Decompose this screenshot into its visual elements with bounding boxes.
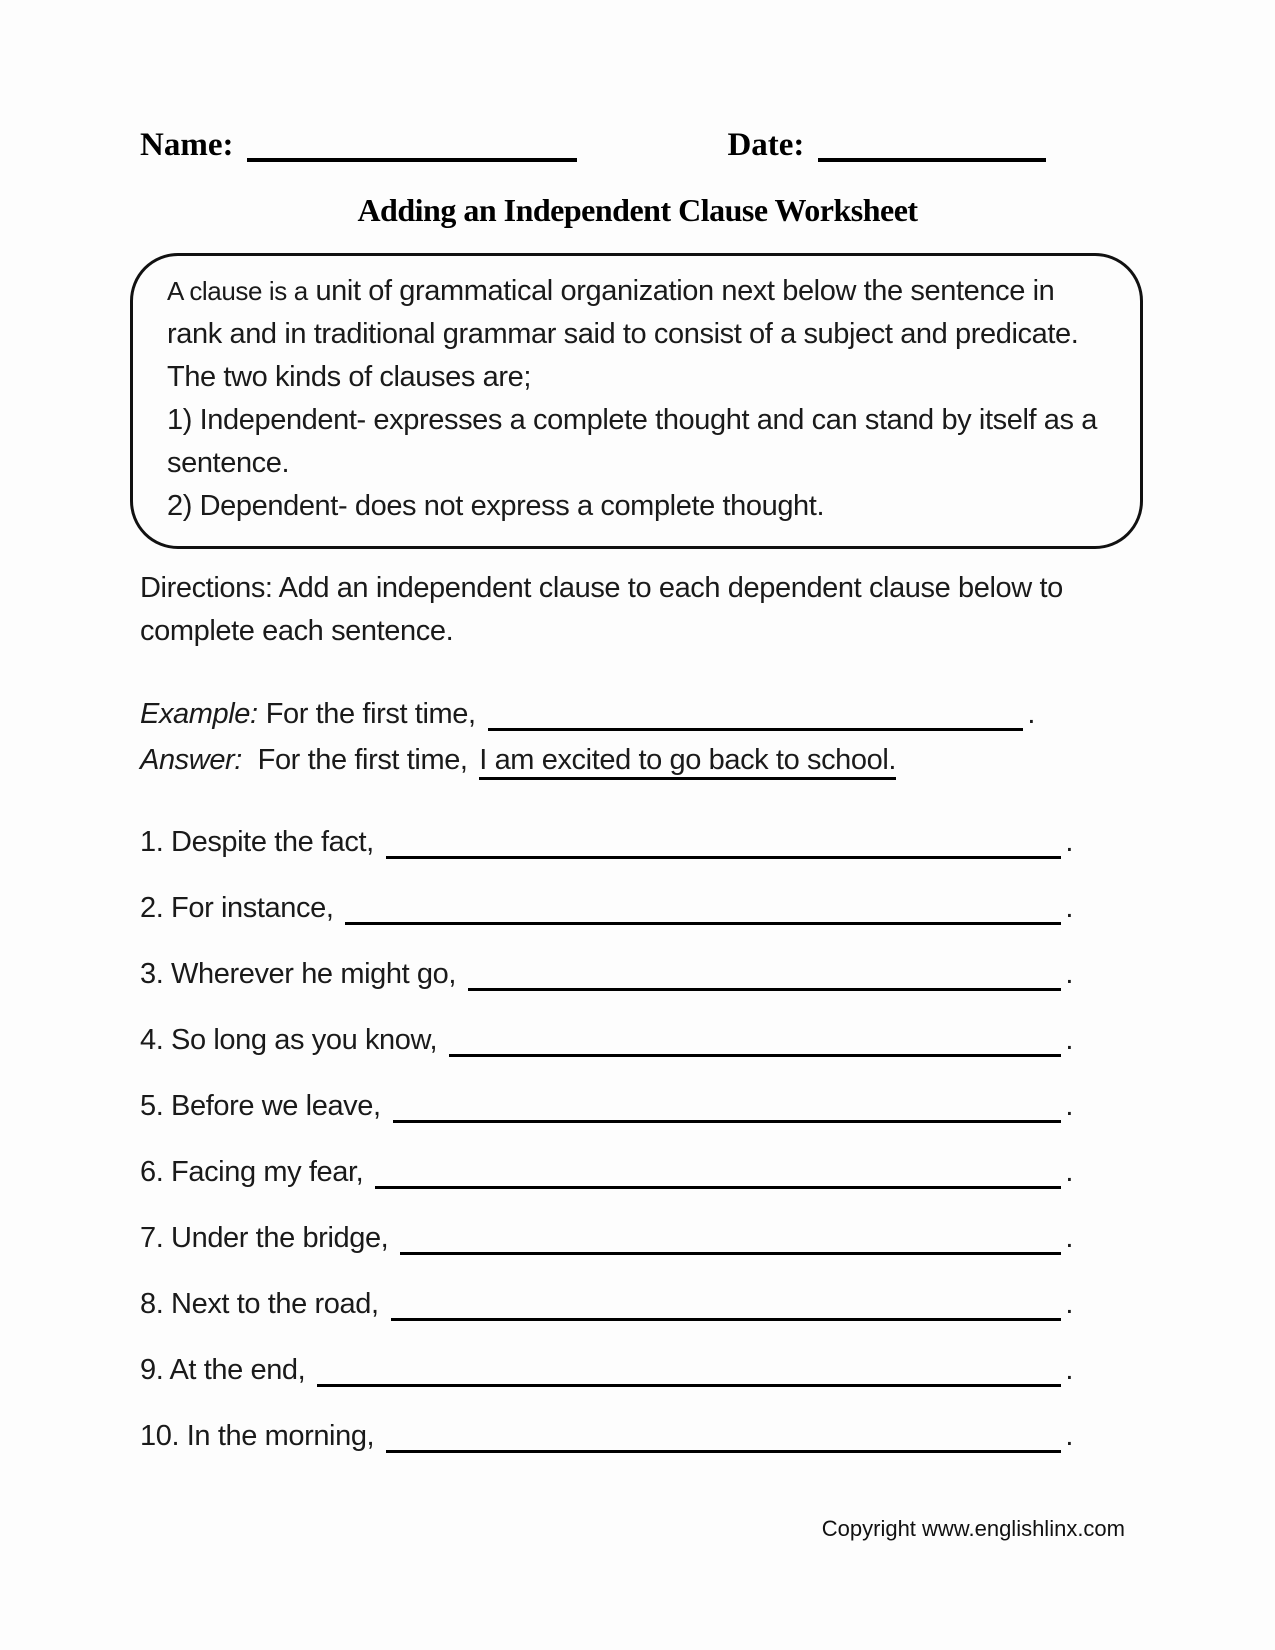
item-blank-line xyxy=(386,1422,1061,1453)
worksheet-item-3 xyxy=(140,957,1073,991)
definition-point-dependent: 2) Dependent- does not express a complete thought. xyxy=(167,490,825,522)
item-blank-line xyxy=(375,1158,1061,1189)
example-prompt: For the first time, xyxy=(265,698,476,730)
item-period: . xyxy=(1065,1090,1073,1122)
date-label: Date: xyxy=(727,127,805,163)
worksheet-item-6 xyxy=(140,1155,1073,1189)
copyright-text: Copyright www.englishlinx.com xyxy=(821,1516,1125,1541)
item-period: . xyxy=(1065,958,1073,990)
name-date-header xyxy=(140,128,1135,162)
definition-point-independent: 1) Independent- expresses a complete thought and can stand by itself as a sentence. xyxy=(167,404,1098,479)
worksheet-item-5 xyxy=(140,1089,1073,1123)
item-prompt: 9. At the end, xyxy=(140,1354,306,1386)
item-prompt: 3. Wherever he might go, xyxy=(140,958,456,990)
item-blank-line xyxy=(393,1092,1062,1123)
item-blank-line xyxy=(468,960,1061,991)
item-prompt: 7. Under the bridge, xyxy=(140,1222,389,1254)
worksheet-item-10 xyxy=(140,1419,1073,1453)
name-blank-line xyxy=(247,128,577,162)
answer-row xyxy=(140,743,1135,777)
item-blank-line xyxy=(391,1290,1062,1321)
answer-prompt: For the first time, xyxy=(257,744,468,776)
example-period: . xyxy=(1027,698,1035,730)
definition-body: unit of grammatical organization next below the sentence in rank and in traditional grammar said to consist of a subject and predicate. The two kinds of clauses are; xyxy=(167,275,1079,393)
example-blank-line xyxy=(488,700,1024,731)
example-row xyxy=(140,697,1035,731)
item-period: . xyxy=(1065,826,1073,858)
item-blank-line xyxy=(386,828,1062,859)
definition-paragraph xyxy=(167,270,1112,399)
worksheet-item-2 xyxy=(140,891,1073,925)
item-period: . xyxy=(1065,1156,1073,1188)
definition-intro: A clause is a xyxy=(167,276,308,306)
item-prompt: 8. Next to the road, xyxy=(140,1288,379,1320)
item-period: . xyxy=(1065,1354,1073,1386)
item-blank-line xyxy=(317,1356,1061,1387)
item-blank-line xyxy=(345,894,1061,925)
item-period: . xyxy=(1065,1288,1073,1320)
directions-text: Directions: Add an independent clause to each dependent clause below to complete each sentence. xyxy=(140,572,1063,647)
name-label: Name: xyxy=(140,127,234,163)
item-prompt: 2. For instance, xyxy=(140,892,334,924)
worksheet-item-9 xyxy=(140,1353,1073,1387)
item-prompt: 6. Facing my fear, xyxy=(140,1156,364,1188)
definition-box xyxy=(130,253,1143,549)
worksheet-item-8 xyxy=(140,1287,1073,1321)
worksheet-item-1 xyxy=(140,825,1073,859)
items-list xyxy=(140,825,1073,1453)
item-period: . xyxy=(1065,1420,1073,1452)
item-period: . xyxy=(1065,892,1073,924)
worksheet-item-4 xyxy=(140,1023,1073,1057)
answer-response: I am excited to go back to school. xyxy=(479,744,896,780)
page-title: Adding an Independent Clause Worksheet xyxy=(357,192,918,228)
item-period: . xyxy=(1065,1024,1073,1056)
worksheet-item-7 xyxy=(140,1221,1073,1255)
item-prompt: 4. So long as you know, xyxy=(140,1024,438,1056)
item-prompt: 5. Before we leave, xyxy=(140,1090,381,1122)
date-blank-line xyxy=(818,128,1046,162)
item-prompt: 1. Despite the fact, xyxy=(140,826,374,858)
item-prompt: 10. In the morning, xyxy=(140,1420,375,1452)
item-blank-line xyxy=(400,1224,1061,1255)
answer-label: Answer: xyxy=(140,744,242,776)
item-blank-line xyxy=(449,1026,1061,1057)
item-period: . xyxy=(1065,1222,1073,1254)
example-label: Example: xyxy=(140,698,258,730)
